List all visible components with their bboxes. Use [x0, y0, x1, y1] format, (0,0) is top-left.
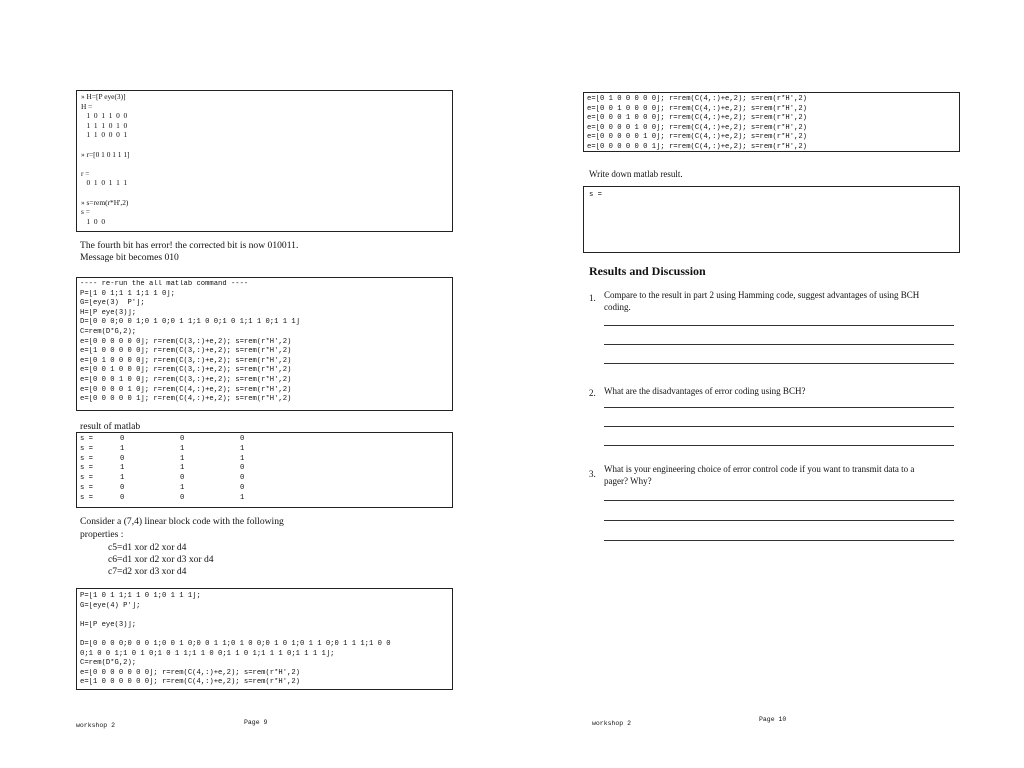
code-line: e=[0 0 0 0 0 1]; r=rem(C(4,:)+e,2); s=rem(r*H',2): [80, 395, 292, 404]
result-value-cell: 0: [120, 483, 125, 492]
q3-answer-line-2[interactable]: [604, 520, 954, 521]
result-table: [80, 435, 449, 504]
result-value-cell: 0: [240, 464, 245, 473]
result-value-cell: 0: [180, 435, 185, 443]
q1-answer-line-3[interactable]: [604, 363, 954, 364]
answer-box: [583, 186, 960, 253]
q1-text-2: coding.: [604, 302, 631, 312]
session-line: 1 0 0: [81, 216, 106, 226]
code-line: P=[1 0 1 1;1 1 0 1;0 1 1 1];: [80, 592, 201, 600]
code-74: [80, 592, 449, 688]
result-row: [80, 435, 449, 445]
session-line: » r=[0 1 0 1 1 1]: [81, 149, 130, 159]
code-line: [80, 630, 449, 640]
error-note-2: Message bit becomes 010: [80, 252, 179, 263]
q2-answer-line-3[interactable]: [604, 445, 954, 446]
result-value-cell: 0: [120, 493, 125, 502]
q3-text-2: pager? Why?: [604, 476, 652, 486]
rerun-code: [80, 280, 449, 405]
right-page: [512, 0, 1024, 768]
q1-answer-line-2[interactable]: [604, 344, 954, 345]
session-line: 1 0 1 1 0 0: [81, 111, 128, 121]
result-value-cell: 0: [120, 454, 125, 463]
matlab-session-box: [76, 90, 453, 232]
footer-page-number: Page 10: [759, 716, 787, 723]
q3-text-1: What is your engineering choice of error control code if you want to transmit data to a: [604, 464, 915, 474]
q3-number: 3.: [589, 469, 596, 479]
equation-c7: c7=d2 xor d3 xor d4: [108, 566, 187, 577]
code-line: H=[P eye(3)];: [80, 308, 137, 317]
code-line: e=[0 0 0 1 0 0 0]; r=rem(C(4,:)+e,2); s=rem(r*H',2): [587, 114, 807, 123]
rerun-code-box: [76, 277, 453, 411]
q1-number: 1.: [589, 293, 596, 303]
code-line: e=[0 0 0 0 0 0 1]; r=rem(C(4,:)+e,2); s=rem(r*H',2): [587, 142, 807, 151]
session-line: » H=[P eye(3)]: [81, 92, 126, 101]
result-value-cell: 0: [240, 435, 245, 443]
session-line: s =: [81, 207, 90, 217]
equation-c6: c6=d1 xor d2 xor d3 xor d4: [108, 554, 214, 565]
code-line: C=rem(D*G,2);: [80, 327, 137, 336]
result-value-cell: 1: [120, 464, 125, 473]
result-row: [80, 484, 449, 494]
result-row: [80, 445, 449, 455]
q1-text-1: Compare to the result in part 2 using Hamming code, suggest advantages of using BCH: [604, 290, 920, 300]
write-down-label: Write down matlab result.: [589, 169, 683, 179]
consider-line-1: Consider a (7,4) linear block code with the following: [80, 516, 284, 527]
code-line: G=[eye(3) P'];: [80, 299, 145, 308]
code-line: 0;1 0 0 1;1 0 1 0;1 0 1 1;1 1 0 0;1 1 0 1;1 1 1 0;1 1 1 1];: [80, 649, 335, 658]
session-line: [81, 140, 448, 150]
session-line: » s=rem(r*H',2): [81, 197, 129, 207]
result-table-box: [76, 432, 453, 508]
q2-answer-line-2[interactable]: [604, 426, 954, 427]
result-value-cell: 1: [240, 493, 245, 502]
result-label: result of matlab: [80, 421, 141, 432]
result-value-cell: 0: [180, 493, 185, 502]
code-line: e=[0 0 1 0 0 0]; r=rem(C(3,:)+e,2); s=rem(r*H',2): [80, 366, 292, 375]
code-line: e=[0 1 0 0 0 0 0]; r=rem(C(4,:)+e,2); s=rem(r*H',2): [587, 95, 807, 103]
code-line: P=[1 0 1;1 1 1;1 1 0];: [80, 289, 175, 298]
code-line: e=[0 0 1 0 0 0 0]; r=rem(C(4,:)+e,2); s=rem(r*H',2): [587, 104, 807, 113]
results-heading: Results and Discussion: [589, 264, 706, 278]
session-line: H =: [81, 101, 93, 111]
consider-line-2: properties :: [80, 529, 124, 540]
session-line: r =: [81, 168, 90, 178]
q3-answer-line-3[interactable]: [604, 540, 954, 541]
s-label: s =: [589, 191, 602, 199]
result-label-cell: s =: [80, 444, 93, 453]
q2-number: 2.: [589, 388, 596, 398]
result-value-cell: 1: [180, 464, 185, 473]
code-line: C=rem(D*G,2);: [80, 659, 137, 668]
result-value-cell: 0: [240, 483, 245, 492]
code-line: e=[0 0 0 0 0 0]; r=rem(C(3,:)+e,2); s=rem(r*H',2): [80, 337, 292, 346]
result-label-cell: s =: [80, 454, 93, 463]
q2-text-1: What are the disadvantages of error coding using BCH?: [604, 386, 806, 396]
code-74-box: [76, 588, 453, 690]
code-line: H=[P eye(3)];: [80, 620, 137, 629]
result-value-cell: 1: [180, 483, 185, 492]
q1-answer-line-1[interactable]: [604, 325, 954, 326]
result-row: [80, 464, 449, 474]
code-line: e=[1 0 0 0 0 0 0]; r=rem(C(4,:)+e,2); s=rem(r*H',2): [80, 678, 300, 687]
result-value-cell: 1: [180, 454, 185, 463]
q3-answer-line-1[interactable]: [604, 500, 954, 501]
right-code: [587, 95, 956, 153]
code-line: e=[0 0 0 0 0 1 0]; r=rem(C(4,:)+e,2); s=rem(r*H',2): [587, 133, 807, 142]
result-value-cell: 1: [120, 444, 125, 453]
error-note-1: The fourth bit has error! the corrected bit is now 010011.: [80, 240, 299, 251]
code-line: [80, 611, 449, 621]
result-label-cell: s =: [80, 493, 93, 502]
code-line: D=[0 0 0 0;0 0 0 1;0 0 1 0;0 0 1 1;0 1 0 0;0 1 0 1;0 1 1 0;0 1 1 1;1 0 0: [80, 639, 391, 648]
equation-c5: c5=d1 xor d2 xor d4: [108, 542, 187, 553]
result-label-cell: s =: [80, 435, 93, 443]
session-line: [81, 159, 448, 169]
session-line: 0 1 0 1 1 1: [81, 178, 128, 188]
result-label-cell: s =: [80, 474, 93, 483]
code-line: G=[eye(4) P'];: [80, 601, 141, 610]
result-value-cell: 1: [240, 444, 245, 453]
matlab-session: [81, 92, 448, 226]
result-value-cell: 1: [120, 474, 125, 483]
q2-answer-line-1[interactable]: [604, 407, 954, 408]
code-line: ---- re-run the all matlab command ----: [80, 280, 249, 288]
result-value-cell: 0: [240, 474, 245, 483]
result-value-cell: 0: [120, 435, 125, 443]
footer-left: workshop 2: [76, 722, 116, 729]
result-label-cell: s =: [80, 464, 93, 473]
footer-left: workshop 2: [592, 720, 632, 727]
code-line: e=[0 0 0 0 0 0 0]; r=rem(C(4,:)+e,2); s=rem(r*H',2): [80, 668, 300, 677]
footer-page-number: Page 9: [244, 719, 268, 726]
result-row: [80, 494, 449, 504]
code-line: e=[0 0 0 0 1 0]; r=rem(C(4,:)+e,2); s=rem(r*H',2): [80, 385, 292, 394]
session-line: 1 1 1 0 1 0: [81, 120, 128, 130]
code-line: e=[1 0 0 0 0 0]; r=rem(C(3,:)+e,2); s=rem(r*H',2): [80, 347, 292, 356]
right-code-box: [583, 92, 960, 152]
result-row: [80, 455, 449, 465]
result-value-cell: 1: [240, 454, 245, 463]
result-value-cell: 1: [180, 444, 185, 453]
code-line: e=[0 1 0 0 0 0]; r=rem(C(3,:)+e,2); s=rem(r*H',2): [80, 356, 292, 365]
session-line: 1 1 0 0 0 1: [81, 130, 128, 140]
code-line: D=[0 0 0;0 0 1;0 1 0;0 1 1;1 0 0;1 0 1;1 1 0;1 1 1]: [80, 318, 300, 327]
result-value-cell: 0: [180, 474, 185, 483]
code-line: e=[0 0 0 0 1 0 0]; r=rem(C(4,:)+e,2); s=rem(r*H',2): [587, 123, 807, 132]
result-row: [80, 474, 449, 484]
session-line: [81, 188, 448, 198]
code-line: e=[0 0 0 1 0 0]; r=rem(C(3,:)+e,2); s=rem(r*H',2): [80, 375, 292, 384]
result-label-cell: s =: [80, 483, 93, 492]
